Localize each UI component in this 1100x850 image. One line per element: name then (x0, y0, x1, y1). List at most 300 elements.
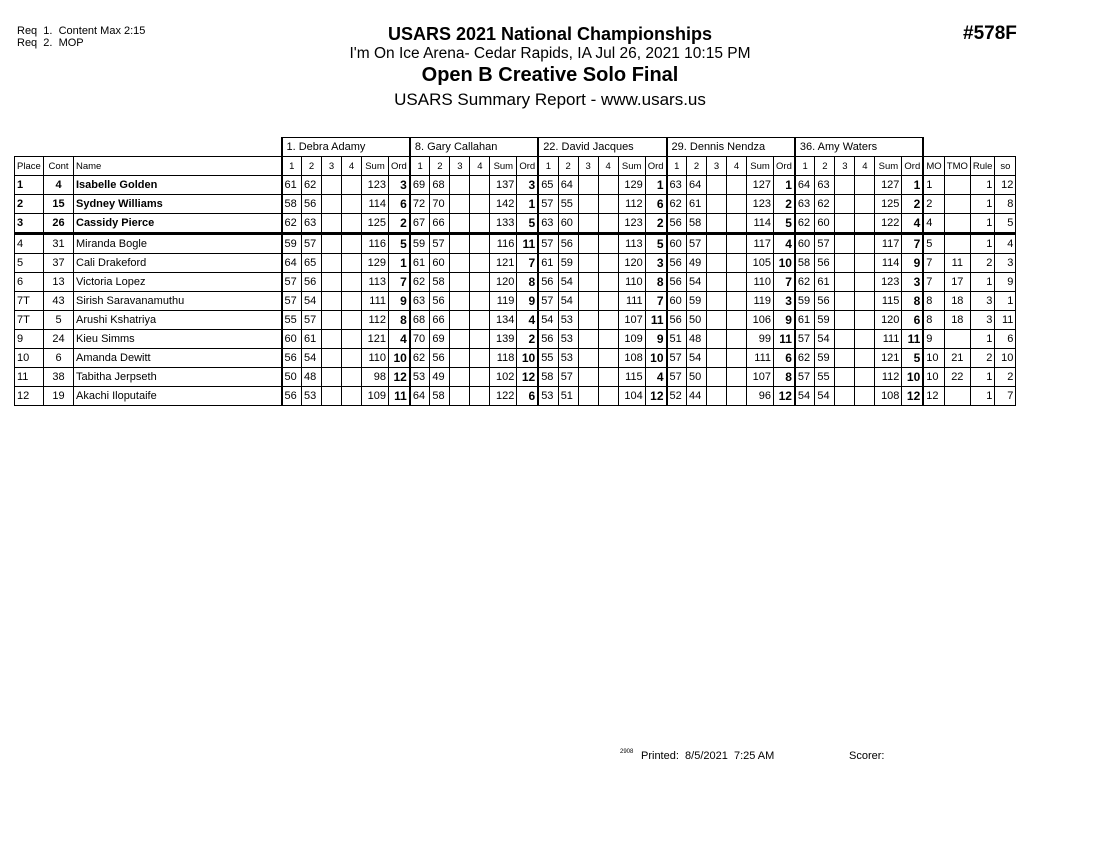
judge-ordinal: 11 (902, 330, 923, 349)
judge-ordinal: 8 (902, 292, 923, 311)
judge-score: 62 (667, 195, 687, 214)
judge-score (727, 254, 747, 273)
judge-score (578, 330, 598, 349)
result-row (15, 311, 1016, 330)
judge-ordinal: 9 (517, 292, 538, 311)
skater-name: Miranda Bogle (74, 234, 282, 254)
judge-score (835, 330, 855, 349)
judge-score (342, 176, 362, 195)
judge-score: 63 (410, 292, 430, 311)
judge-score: 53 (302, 387, 322, 406)
judge-ordinal: 5 (389, 234, 410, 254)
judge-score: 64 (687, 176, 707, 195)
col-header-judge-score: 4 (855, 157, 875, 176)
judge-ordinal: 4 (645, 368, 666, 387)
judge-score (727, 234, 747, 254)
judge-score (707, 195, 727, 214)
blank-cell (15, 138, 282, 157)
skating-order: 4 (995, 234, 1016, 254)
judge-sum: 105 (747, 254, 774, 273)
skater-name: Victoria Lopez (74, 273, 282, 292)
judge-score: 63 (815, 176, 835, 195)
judge-score (578, 368, 598, 387)
col-header-judge-score: Sum (747, 157, 774, 176)
judge-score: 56 (667, 214, 687, 234)
judge-score (707, 234, 727, 254)
judge-score (707, 292, 727, 311)
judge-sum: 113 (618, 234, 645, 254)
judge-score (322, 330, 342, 349)
judge-score (578, 234, 598, 254)
judge-score: 59 (815, 349, 835, 368)
judge-score (598, 195, 618, 214)
judge-score: 56 (815, 254, 835, 273)
judge-score (450, 387, 470, 406)
judge-score: 51 (558, 387, 578, 406)
judge-ordinal: 10 (389, 349, 410, 368)
judge-score: 63 (667, 176, 687, 195)
col-header-name: Name (74, 157, 282, 176)
col-header-judge-score: 1 (410, 157, 430, 176)
judge-score: 59 (558, 254, 578, 273)
judge-score (322, 234, 342, 254)
judge-score: 57 (795, 330, 815, 349)
judge-score (342, 330, 362, 349)
col-header-so: so (995, 157, 1016, 176)
judge-ordinal: 12 (517, 368, 538, 387)
judge-score: 54 (558, 273, 578, 292)
place-cell: 3 (15, 214, 44, 234)
judge-ordinal: 10 (517, 349, 538, 368)
judge-score (727, 292, 747, 311)
skater-name: Amanda Dewitt (74, 349, 282, 368)
contestant-number: 38 (44, 368, 74, 387)
judge-sum: 119 (490, 292, 517, 311)
total-majority-ordinal (944, 387, 970, 406)
judge-ordinal: 9 (645, 330, 666, 349)
col-header-judge-score: Sum (362, 157, 389, 176)
total-majority-ordinal: 11 (944, 254, 970, 273)
judge-score: 56 (430, 292, 450, 311)
judge-score (470, 273, 490, 292)
judge-score: 62 (795, 349, 815, 368)
judge-ordinal: 11 (774, 330, 795, 349)
judge-score (707, 214, 727, 234)
place-cell: 7T (15, 311, 44, 330)
rule-cell: 3 (970, 292, 995, 311)
judge-ordinal: 10 (645, 349, 666, 368)
judge-score: 63 (795, 195, 815, 214)
judge-score (342, 368, 362, 387)
judge-ordinal: 6 (774, 349, 795, 368)
judge-ordinal: 2 (389, 214, 410, 234)
skating-order: 9 (995, 273, 1016, 292)
judge-sum: 109 (618, 330, 645, 349)
judge-score: 58 (430, 387, 450, 406)
judge-score (727, 311, 747, 330)
judge-score: 62 (410, 273, 430, 292)
judge-sum: 106 (747, 311, 774, 330)
skater-name: Cali Drakeford (74, 254, 282, 273)
majority-ordinal: 10 (923, 349, 944, 368)
results-table (14, 137, 1016, 406)
judge-score (855, 330, 875, 349)
judge-ordinal: 2 (774, 195, 795, 214)
contestant-number: 19 (44, 387, 74, 406)
judge-score: 69 (410, 176, 430, 195)
place-cell: 10 (15, 349, 44, 368)
col-header-tmo: TMO (944, 157, 970, 176)
judge-score (727, 330, 747, 349)
judge-ordinal: 10 (774, 254, 795, 273)
judge-score: 60 (795, 234, 815, 254)
judge-sum: 125 (362, 214, 389, 234)
judge-score: 68 (430, 176, 450, 195)
judge-score: 60 (815, 214, 835, 234)
judge-score (470, 214, 490, 234)
judge-score: 61 (282, 176, 302, 195)
judge-header-1: 1. Debra Adamy (282, 138, 410, 157)
judge-score (835, 292, 855, 311)
rule-cell: 1 (970, 368, 995, 387)
judge-score (707, 311, 727, 330)
judge-sum: 108 (875, 387, 902, 406)
judge-ordinal: 8 (517, 273, 538, 292)
total-majority-ordinal (944, 234, 970, 254)
judge-sum: 116 (362, 234, 389, 254)
judge-score (470, 330, 490, 349)
judge-sum: 134 (490, 311, 517, 330)
judge-score (322, 273, 342, 292)
rule-cell: 1 (970, 387, 995, 406)
judge-score: 70 (410, 330, 430, 349)
judge-ordinal: 12 (389, 368, 410, 387)
judge-ordinal: 8 (389, 311, 410, 330)
judge-ordinal: 1 (517, 195, 538, 214)
judge-score (470, 292, 490, 311)
total-majority-ordinal: 21 (944, 349, 970, 368)
judge-sum: 96 (747, 387, 774, 406)
col-header-judge-score: 2 (302, 157, 322, 176)
judge-score: 60 (667, 234, 687, 254)
judge-ordinal: 2 (645, 214, 666, 234)
judge-score: 57 (302, 311, 322, 330)
judge-score: 49 (430, 368, 450, 387)
judge-score (707, 273, 727, 292)
judge-score: 61 (538, 254, 558, 273)
contestant-number: 5 (44, 311, 74, 330)
judge-score: 54 (815, 387, 835, 406)
judge-score (835, 176, 855, 195)
judge-score (470, 176, 490, 195)
judge-ordinal: 6 (389, 195, 410, 214)
scorer-label: Scorer: (849, 750, 885, 762)
report-subtitle: USARS Summary Report - www.usars.us (394, 90, 706, 109)
majority-ordinal: 2 (923, 195, 944, 214)
judge-sum: 115 (618, 368, 645, 387)
col-header-judge-score: 3 (578, 157, 598, 176)
total-majority-ordinal: 17 (944, 273, 970, 292)
col-header-judge-score: Sum (490, 157, 517, 176)
judge-score: 56 (667, 273, 687, 292)
col-header-judge-score: 3 (835, 157, 855, 176)
judge-score: 57 (687, 234, 707, 254)
judge-score: 59 (795, 292, 815, 311)
result-row (15, 273, 1016, 292)
judge-score (342, 254, 362, 273)
judge-score: 61 (687, 195, 707, 214)
judge-sum: 142 (490, 195, 517, 214)
judge-score: 59 (815, 311, 835, 330)
judge-score (727, 368, 747, 387)
judge-score (598, 349, 618, 368)
judge-score (835, 387, 855, 406)
rule-cell: 2 (970, 349, 995, 368)
judge-score (470, 195, 490, 214)
total-majority-ordinal (944, 330, 970, 349)
result-row (15, 176, 1016, 195)
judge-score (450, 330, 470, 349)
judge-ordinal: 2 (902, 195, 923, 214)
judge-score: 54 (687, 273, 707, 292)
judge-score: 54 (302, 292, 322, 311)
judge-score: 44 (687, 387, 707, 406)
judge-score: 68 (410, 311, 430, 330)
judge-score: 56 (282, 387, 302, 406)
judge-score: 59 (410, 234, 430, 254)
judge-ordinal: 3 (389, 176, 410, 195)
col-header-judge-score: Sum (618, 157, 645, 176)
judge-sum: 121 (490, 254, 517, 273)
contestant-number: 37 (44, 254, 74, 273)
judge-score: 56 (538, 273, 558, 292)
contestant-number: 26 (44, 214, 74, 234)
judge-score (727, 387, 747, 406)
rule-cell: 1 (970, 234, 995, 254)
place-cell: 9 (15, 330, 44, 349)
total-majority-ordinal (944, 214, 970, 234)
contestant-number: 13 (44, 273, 74, 292)
judge-score: 57 (282, 273, 302, 292)
judge-sum: 121 (875, 349, 902, 368)
result-row (15, 254, 1016, 273)
judge-score (578, 214, 598, 234)
judge-score (578, 387, 598, 406)
judge-ordinal: 12 (774, 387, 795, 406)
judge-ordinal: 6 (517, 387, 538, 406)
judge-score (835, 234, 855, 254)
majority-ordinal: 12 (923, 387, 944, 406)
judge-sum: 118 (490, 349, 517, 368)
judge-score: 57 (795, 368, 815, 387)
judge-score (835, 311, 855, 330)
judge-ordinal: 11 (645, 311, 666, 330)
col-header-judge-score: 4 (342, 157, 362, 176)
judge-score (322, 214, 342, 234)
judge-sum: 121 (362, 330, 389, 349)
total-majority-ordinal: 22 (944, 368, 970, 387)
judge-score: 70 (430, 195, 450, 214)
judge-score (598, 176, 618, 195)
contestant-number: 24 (44, 330, 74, 349)
majority-ordinal: 8 (923, 292, 944, 311)
judge-score: 56 (558, 234, 578, 254)
judge-ordinal: 12 (902, 387, 923, 406)
judge-score: 62 (795, 273, 815, 292)
skating-order: 10 (995, 349, 1016, 368)
col-header-judge-score: 1 (538, 157, 558, 176)
rule-cell: 2 (970, 254, 995, 273)
judge-score: 62 (302, 176, 322, 195)
majority-ordinal: 9 (923, 330, 944, 349)
judge-sum: 120 (875, 311, 902, 330)
place-cell: 2 (15, 195, 44, 214)
judge-score (707, 176, 727, 195)
contestant-number: 15 (44, 195, 74, 214)
requirements (17, 25, 145, 49)
judge-score: 61 (302, 330, 322, 349)
printed-timestamp: Printed: 8/5/2021 7:25 AM (641, 750, 775, 762)
judge-score: 53 (558, 311, 578, 330)
judge-score: 60 (430, 254, 450, 273)
judge-score (578, 176, 598, 195)
judge-score (450, 311, 470, 330)
judge-sum: 99 (747, 330, 774, 349)
judge-score: 57 (667, 349, 687, 368)
judge-ordinal: 11 (517, 234, 538, 254)
judge-score: 54 (558, 292, 578, 311)
col-header-judge-score: 4 (598, 157, 618, 176)
judge-score (450, 234, 470, 254)
skating-order: 8 (995, 195, 1016, 214)
skater-name: Sydney Williams (74, 195, 282, 214)
judge-score (835, 195, 855, 214)
judge-score (450, 214, 470, 234)
judge-score: 61 (795, 311, 815, 330)
judge-score (450, 195, 470, 214)
judge-score: 66 (430, 311, 450, 330)
judge-score (342, 273, 362, 292)
col-header-mo: MO (923, 157, 944, 176)
judge-score: 60 (667, 292, 687, 311)
judge-sum: 112 (362, 311, 389, 330)
judge-score: 53 (410, 368, 430, 387)
judge-score (450, 254, 470, 273)
judge-score: 48 (687, 330, 707, 349)
contestant-number: 6 (44, 349, 74, 368)
judge-score (598, 254, 618, 273)
col-header-judge-score: Sum (875, 157, 902, 176)
judge-score (855, 254, 875, 273)
judge-score: 57 (667, 368, 687, 387)
judge-sum: 109 (362, 387, 389, 406)
judge-ordinal: 4 (517, 311, 538, 330)
skating-order: 3 (995, 254, 1016, 273)
judge-score: 55 (815, 368, 835, 387)
judge-sum: 120 (618, 254, 645, 273)
judge-score: 56 (667, 311, 687, 330)
judge-sum: 139 (490, 330, 517, 349)
judge-sum: 127 (875, 176, 902, 195)
judge-score: 53 (558, 330, 578, 349)
judge-score: 50 (687, 368, 707, 387)
footer-code: 2908 (620, 749, 634, 755)
judge-score: 48 (302, 368, 322, 387)
judge-score: 65 (538, 176, 558, 195)
judge-score: 55 (282, 311, 302, 330)
judge-score (835, 254, 855, 273)
judge-score (727, 214, 747, 234)
judge-score (855, 387, 875, 406)
col-header-judge-score: Ord (517, 157, 538, 176)
judge-score (322, 195, 342, 214)
judge-score (598, 368, 618, 387)
judge-score (855, 349, 875, 368)
judge-sum: 123 (618, 214, 645, 234)
judge-score (322, 311, 342, 330)
judge-ordinal: 5 (774, 214, 795, 234)
judge-score (835, 368, 855, 387)
col-header-judge-score: Ord (389, 157, 410, 176)
skater-name: Isabelle Golden (74, 176, 282, 195)
col-header-judge-score: 1 (667, 157, 687, 176)
judge-score (855, 311, 875, 330)
contestant-number: 31 (44, 234, 74, 254)
judge-score: 65 (302, 254, 322, 273)
result-row (15, 349, 1016, 368)
judge-ordinal: 3 (645, 254, 666, 273)
skater-name: Cassidy Pierce (74, 214, 282, 234)
judge-sum: 133 (490, 214, 517, 234)
judge-sum: 111 (362, 292, 389, 311)
judge-ordinal: 3 (774, 292, 795, 311)
judge-ordinal: 3 (902, 273, 923, 292)
judge-score: 59 (687, 292, 707, 311)
judge-score: 61 (410, 254, 430, 273)
result-row (15, 368, 1016, 387)
judge-sum: 111 (875, 330, 902, 349)
judge-score (322, 349, 342, 368)
judge-score (470, 254, 490, 273)
majority-ordinal: 7 (923, 273, 944, 292)
judge-sum: 107 (747, 368, 774, 387)
col-header-judge-score: 2 (430, 157, 450, 176)
majority-ordinal: 5 (923, 234, 944, 254)
judge-sum: 102 (490, 368, 517, 387)
judge-ordinal: 3 (517, 176, 538, 195)
judge-score: 60 (282, 330, 302, 349)
skater-name: Tabitha Jerpseth (74, 368, 282, 387)
judge-ordinal: 12 (645, 387, 666, 406)
contestant-number: 4 (44, 176, 74, 195)
judge-score (855, 273, 875, 292)
total-majority-ordinal: 18 (944, 292, 970, 311)
judge-score: 57 (302, 234, 322, 254)
judge-score: 57 (538, 292, 558, 311)
judge-ordinal: 1 (645, 176, 666, 195)
judge-score (342, 234, 362, 254)
place-cell: 7T (15, 292, 44, 311)
skating-order: 2 (995, 368, 1016, 387)
judge-score: 57 (538, 195, 558, 214)
judge-sum: 114 (875, 254, 902, 273)
judge-score (470, 368, 490, 387)
judge-sum: 122 (875, 214, 902, 234)
judge-score (578, 311, 598, 330)
judge-ordinal: 6 (902, 311, 923, 330)
judge-score: 57 (558, 368, 578, 387)
col-header-judge-score: Ord (902, 157, 923, 176)
